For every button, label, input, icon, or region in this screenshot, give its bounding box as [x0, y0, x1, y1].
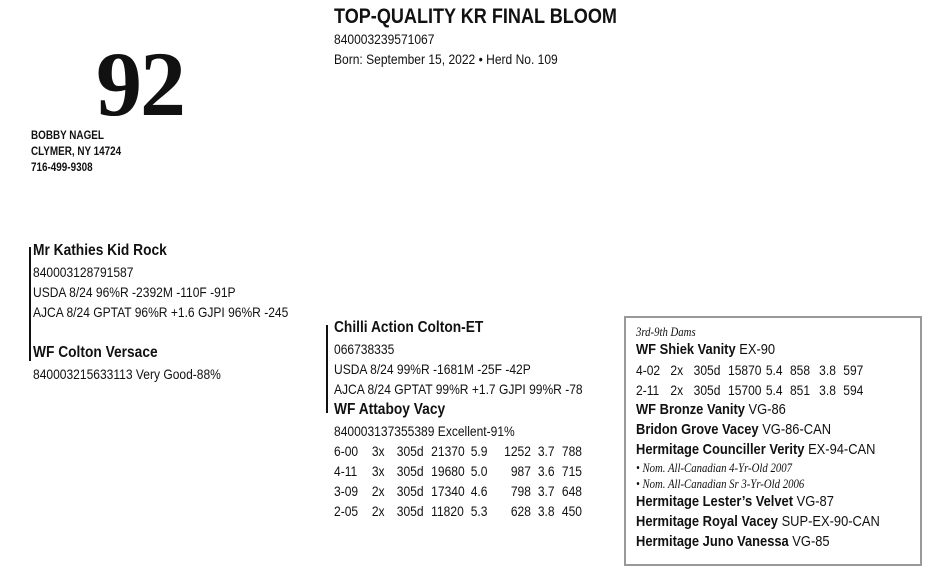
- fourth-dam-name: WF Bronze Vanity: [636, 401, 745, 418]
- extended-dams-content: [636, 324, 880, 552]
- fifth-dam-classification: VG-86-CAN: [762, 421, 832, 438]
- seventh-dam: [636, 492, 880, 512]
- sire-ajca-proof: AJCA 8/24 GPTAT 96%R +1.6 GJPI 96%R -245: [33, 304, 289, 320]
- production-record-row: 3-09 2x 305d 17340 4.6 798 3.7 648: [334, 483, 582, 499]
- eighth-dam-classification: SUP-EX-90-CAN: [781, 513, 880, 530]
- extended-dams-heading: 3rd-9th Dams: [636, 325, 696, 339]
- consignor-phone: 716-499-9308: [31, 162, 93, 174]
- mgs-name: Chilli Action Colton-ET: [334, 319, 484, 336]
- mgs-registration: 066738335: [334, 341, 395, 357]
- mgs-usda-proof: USDA 8/24 99%R -1681M -25F -42P: [334, 361, 531, 377]
- animal-birth-herd: Born: September 15, 2022 • Herd No. 109: [334, 51, 558, 67]
- eighth-dam-name: Hermitage Royal Vacey: [636, 513, 778, 530]
- seventh-dam-name: Hermitage Lester’s Velvet: [636, 493, 794, 510]
- dam-info: 840003215633113 Very Good-88%: [33, 366, 221, 382]
- sixth-dam-award-note: • Nom. All-Canadian 4-Yr-Old 2007: [636, 461, 792, 475]
- sire-block: [33, 240, 288, 322]
- second-dam-info: 840003137355389 Excellent-91%: [334, 423, 515, 439]
- sire-usda-proof: USDA 8/24 96%R -2392M -110F -91P: [33, 284, 236, 300]
- third-dam-records: [636, 360, 863, 400]
- animal-header: [334, 5, 617, 69]
- production-record-row: 2-11 2x 305d 15700 5.4 851 3.8 594: [636, 382, 864, 398]
- production-record-row: 4-02 2x 305d 15870 5.4 858 3.8 597: [636, 362, 864, 378]
- extended-dams-box: [624, 316, 922, 566]
- second-dam-block: [334, 399, 588, 521]
- mgs-ajca-proof: AJCA 8/24 GPTAT 99%R +1.7 GJPI 99%R -78: [334, 381, 583, 397]
- maternal-grandsire-bracket: [326, 325, 328, 413]
- sixth-dam-name: Hermitage Counciller Verity: [636, 441, 805, 458]
- dam-block: [33, 342, 221, 384]
- sire-registration: 840003128791587: [33, 264, 134, 280]
- lot-number: 92: [96, 33, 184, 135]
- seventh-dam-classification: VG-87: [796, 493, 834, 510]
- dam-name: WF Colton Versace: [33, 344, 158, 361]
- animal-registration: 840003239571067: [334, 31, 435, 47]
- third-dam: [636, 340, 880, 360]
- eighth-dam: [636, 512, 880, 532]
- sixth-dam: [636, 440, 880, 460]
- consignor-name: BOBBY NAGEL: [31, 130, 104, 142]
- production-record-row: 4-11 3x 305d 19680 5.0 987 3.6 715: [334, 463, 582, 479]
- sixth-dam-classification: EX-94-CAN: [808, 441, 876, 458]
- third-dam-name: WF Shiek Vanity: [636, 341, 736, 358]
- production-record-row: 6-00 3x 305d 21370 5.9 1252 3.7 788: [334, 443, 582, 459]
- fourth-dam-classification: VG-86: [748, 401, 786, 418]
- ninth-dam: [636, 532, 880, 552]
- ninth-dam-name: Hermitage Juno Vanessa: [636, 533, 789, 550]
- sire-bracket: [29, 247, 31, 361]
- fifth-dam: [636, 420, 880, 440]
- maternal-grandsire-block: [334, 317, 583, 399]
- production-record-row: 2-05 2x 305d 11820 5.3 628 3.8 450: [334, 503, 582, 519]
- consignor-info: [31, 128, 121, 176]
- consignor-city: CLYMER, NY 14724: [31, 146, 122, 158]
- third-dam-classification: EX-90: [739, 341, 776, 358]
- fourth-dam: [636, 400, 880, 420]
- sixth-dam-award-note: • Nom. All-Canadian Sr 3-Yr-Old 2006: [636, 477, 805, 491]
- ninth-dam-classification: VG-85: [792, 533, 830, 550]
- sire-name: Mr Kathies Kid Rock: [33, 242, 167, 259]
- second-dam-name: WF Attaboy Vacy: [334, 401, 446, 418]
- second-dam-records: [334, 441, 588, 521]
- fifth-dam-name: Bridon Grove Vacey: [636, 421, 759, 438]
- animal-name: TOP-QUALITY KR FINAL BLOOM: [334, 5, 617, 28]
